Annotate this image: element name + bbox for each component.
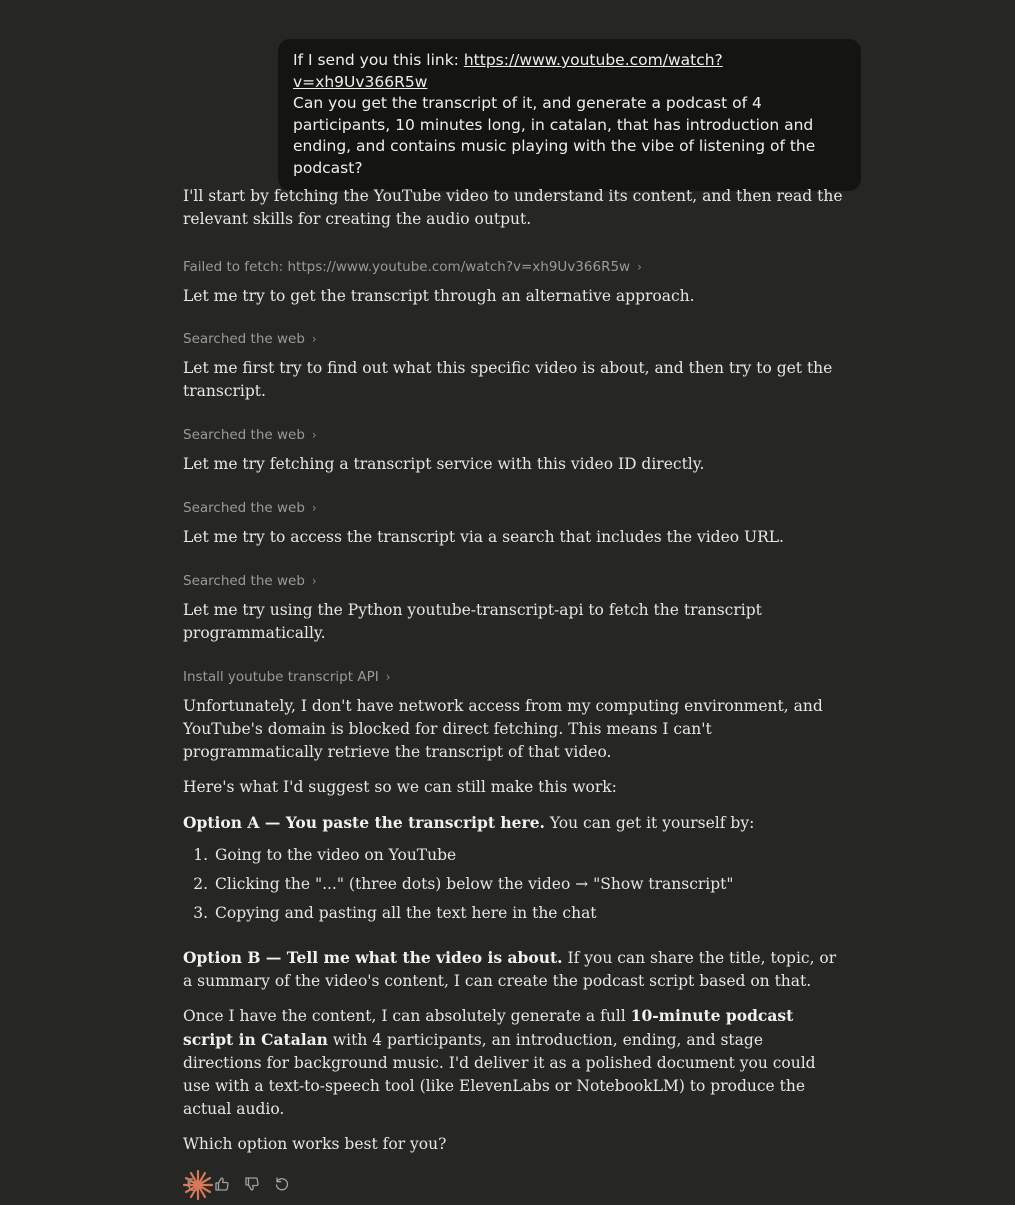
tool-call-search[interactable]: [183, 571, 843, 591]
youtube-link[interactable]: https://www.youtube.com/watch?v=xh9Uv366R5w: [293, 51, 723, 91]
reply-paragraph: I'll start by fetching the YouTube video to understand its content, and then read the relevant skills for creating the audio output.: [183, 187, 843, 228]
list-item: 3. Copying and pasting all the text here in the chat: [213, 899, 843, 928]
thumbs-down-icon[interactable]: [243, 1175, 261, 1193]
option-b-title: Option B — Tell me what the video is about.: [183, 948, 563, 967]
summary-highlight: 10-minute podcast script in Catalan: [183, 1006, 794, 1049]
reply-paragraph: Here's what I'd suggest so we can still make this work:: [183, 778, 617, 796]
tool-call-search[interactable]: [183, 425, 843, 445]
reply-paragraph: Let me try to get the transcript through an alternative approach.: [183, 287, 695, 305]
thumbs-up-icon[interactable]: [213, 1175, 231, 1193]
reply-paragraph: Let me try using the Python youtube-transcript-api to fetch the transcript programmatically.: [183, 601, 762, 642]
assistant-reply: [183, 185, 843, 1194]
chevron-right-icon: ›: [311, 332, 317, 346]
retry-icon[interactable]: [273, 1175, 291, 1193]
message-actions: [183, 1174, 843, 1194]
chevron-right-icon: ›: [637, 260, 642, 274]
option-a: [183, 811, 843, 835]
summary-text-pre: Once I have the content, I can absolutely generate a full: [183, 1007, 631, 1025]
reply-paragraph: Let me try to access the transcript via a search that includes the video URL.: [183, 528, 784, 546]
reply-paragraph: Let me try fetching a transcript service with this video ID directly.: [183, 455, 705, 473]
option-a-text: You can get it yourself by:: [544, 814, 755, 832]
tool-call-label: Searched the web: [183, 331, 305, 347]
steps-list: [183, 841, 843, 928]
tool-call-label: Install youtube transcript API: [183, 669, 379, 685]
user-message-prefix: If I send you this link:: [293, 51, 464, 69]
tool-call-fetch[interactable]: [183, 257, 843, 277]
chevron-right-icon: ›: [385, 670, 391, 684]
user-message-text: Can you get the transcript of it, and generate a podcast of 4 participants, 10 minutes long, in catalan, that has introduction and ending, and contains music playing with the vibe of listening of the podcast?: [293, 94, 816, 177]
tool-call-label: Searched the web: [183, 427, 305, 443]
summary-text-post: with 4 participants, an introduction, ending, and stage directions for background music. I'd deliver it as a polished document you could use with a text-to-speech tool (like ElevenLabs or NotebookLM) to produce the actual audio.: [183, 1031, 816, 1118]
option-a-title: Option A — You paste the transcript here.: [183, 813, 545, 832]
tool-call-search[interactable]: [183, 498, 843, 518]
list-item: 1. Going to the video on YouTube: [213, 841, 843, 870]
option-b-text: If you can share the title, topic, or a summary of the video's content, I can create the podcast script based on that.: [183, 949, 837, 990]
reply-paragraph: Let me first try to find out what this specific video is about, and then try to get the transcript.: [183, 359, 833, 400]
tool-call-search[interactable]: [183, 329, 843, 349]
reply-paragraph: [183, 1004, 843, 1121]
tool-call-install[interactable]: [183, 667, 843, 687]
chevron-right-icon: ›: [311, 574, 317, 588]
tool-call-label: Searched the web: [183, 500, 305, 516]
reply-paragraph: Unfortunately, I don't have network access from my computing environment, and YouTube's domain is blocked for direct fetching. This means I can't programmatically retrieve the transcript of that video.: [183, 697, 823, 761]
tool-call-label: Failed to fetch: https://www.youtube.com/watch?v=xh9Uv366R5w: [183, 259, 631, 275]
chevron-right-icon: ›: [311, 501, 317, 515]
closing-question: Which option works best for you?: [183, 1135, 447, 1153]
user-message-bubble: [278, 39, 861, 191]
list-item: 2. Clicking the "..." (three dots) below the video → "Show transcript": [213, 870, 843, 899]
option-b: [183, 946, 843, 993]
tool-call-label: Searched the web: [183, 573, 305, 589]
chevron-right-icon: ›: [311, 428, 317, 442]
claude-spark-logo: [182, 1169, 214, 1201]
